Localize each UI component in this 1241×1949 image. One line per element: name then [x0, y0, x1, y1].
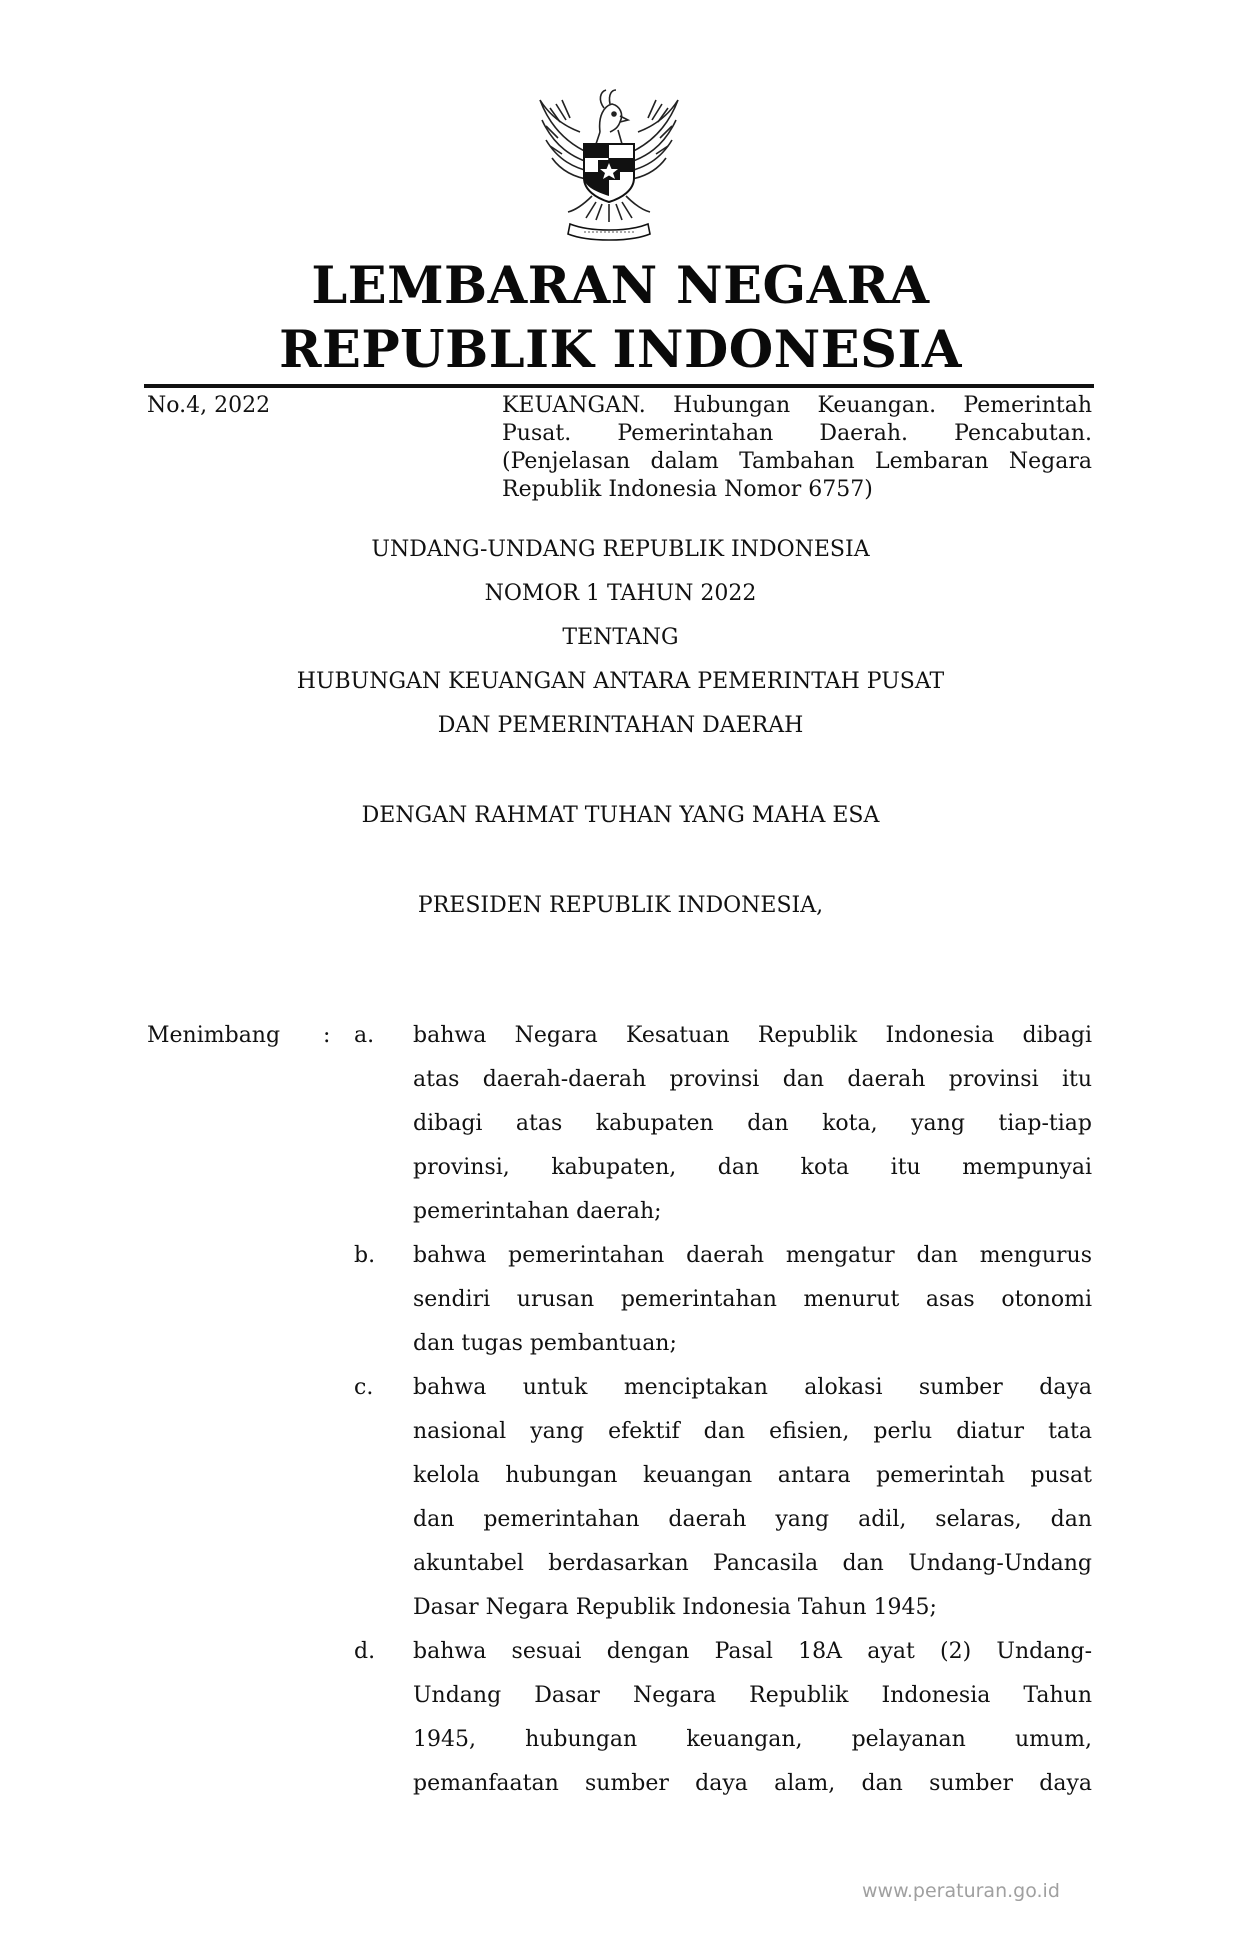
summary-line: Republik Indonesia Nomor 6757) [502, 477, 873, 502]
considering-item [413, 1014, 1092, 1234]
item-line: kelola hubungan keuangan antara pemerintah pusat [413, 1463, 1092, 1488]
item-line: Dasar Negara Republik Indonesia Tahun 1945; [413, 1595, 937, 1620]
summary-line: Pusat. Pemerintahan Daerah. Pencabutan. [502, 421, 1092, 446]
website-link[interactable]: www.peraturan.go.id [862, 1880, 1060, 1902]
item-line: atas daerah-daerah provinsi dan daerah provinsi itu [413, 1067, 1092, 1092]
gazette-number: No.4, 2022 [147, 393, 271, 418]
law-title-line-4: HUBUNGAN KEUANGAN ANTARA PEMERINTAH PUSAT [296, 669, 945, 694]
gazette-summary [502, 392, 1092, 504]
item-marker: c. [354, 1375, 374, 1400]
considering-item [413, 1630, 1092, 1806]
considering-label: Menimbang [147, 1023, 281, 1048]
item-line: Undang Dasar Negara Republik Indonesia Tahun [413, 1683, 1092, 1708]
item-marker: a. [354, 1023, 375, 1048]
item-line: pemanfaatan sumber daya alam, dan sumber daya [413, 1771, 1092, 1796]
item-line: dibagi atas kabupaten dan kota, yang tiap-tiap [413, 1111, 1092, 1136]
law-title-line-3: TENTANG [562, 625, 679, 650]
invocation: DENGAN RAHMAT TUHAN YANG MAHA ESA [361, 803, 880, 828]
item-line: 1945, hubungan keuangan, pelayanan umum, [413, 1727, 1092, 1752]
masthead-rule [144, 384, 1094, 388]
item-line: dan pemerintahan daerah yang adil, selaras, dan [413, 1507, 1092, 1532]
considering-item [413, 1366, 1092, 1630]
item-line: bahwa Negara Kesatuan Republik Indonesia dibagi [413, 1023, 1092, 1048]
summary-line: KEUANGAN. Hubungan Keuangan. Pemerintah [502, 393, 1092, 418]
law-title-line-1: UNDANG-UNDANG REPUBLIK INDONESIA [371, 537, 870, 562]
considering-colon: : [323, 1023, 331, 1048]
item-line: pemerintahan daerah; [413, 1199, 662, 1224]
item-line: bahwa sesuai dengan Pasal 18A ayat (2) Undang- [413, 1639, 1092, 1664]
law-title-line-5: DAN PEMERINTAHAN DAERAH [437, 713, 804, 738]
summary-line: (Penjelasan dalam Tambahan Lembaran Negara [502, 449, 1092, 474]
item-line: sendiri urusan pemerintahan menurut asas otonomi [413, 1287, 1092, 1312]
masthead-line-1: LEMBARAN NEGARA [311, 256, 930, 316]
law-title-line-2: NOMOR 1 TAHUN 2022 [484, 581, 757, 606]
item-marker: b. [354, 1243, 376, 1268]
item-line: bahwa untuk menciptakan alokasi sumber daya [413, 1375, 1092, 1400]
issuer: PRESIDEN REPUBLIK INDONESIA, [417, 893, 824, 918]
garuda-emblem-icon [534, 86, 684, 242]
masthead-line-2: REPUBLIK INDONESIA [279, 320, 962, 380]
item-line: provinsi, kabupaten, dan kota itu mempunyai [413, 1155, 1092, 1180]
item-line: akuntabel berdasarkan Pancasila dan Undang-Undang [413, 1551, 1092, 1576]
item-line: nasional yang efektif dan efisien, perlu diatur tata [413, 1419, 1092, 1444]
item-line: bahwa pemerintahan daerah mengatur dan mengurus [413, 1243, 1092, 1268]
considering-item [413, 1234, 1092, 1366]
item-line: dan tugas pembantuan; [413, 1331, 677, 1356]
item-marker: d. [354, 1639, 376, 1664]
